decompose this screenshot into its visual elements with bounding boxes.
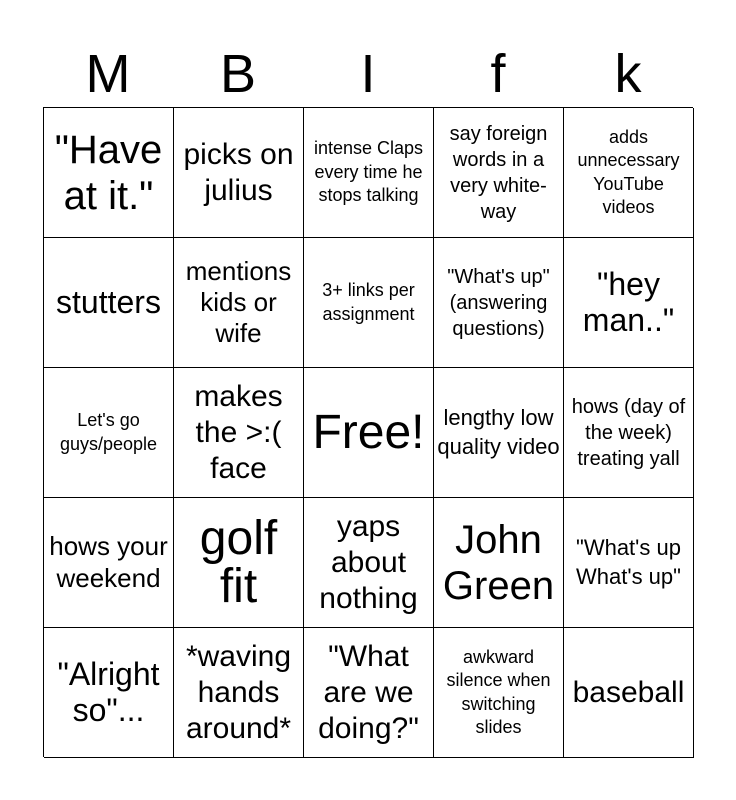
bingo-cell[interactable]: mentions kids or wife <box>174 238 304 368</box>
bingo-cell[interactable]: "What's up" (answering questions) <box>434 238 564 368</box>
bingo-cell[interactable]: "What are we doing?" <box>304 628 434 758</box>
header-letter-4: f <box>490 44 506 104</box>
header-letter-2: B <box>219 44 257 104</box>
header-letter-5: k <box>614 44 642 104</box>
header-letter-3: I <box>360 44 376 104</box>
bingo-cell[interactable]: Let's go guys/people <box>44 368 174 498</box>
bingo-cell[interactable]: hows (day of the week) treating yall <box>564 368 694 498</box>
bingo-cell[interactable]: awkward silence when switching slides <box>434 628 564 758</box>
bingo-cell[interactable]: "What's up What's up" <box>564 498 694 628</box>
bingo-header <box>43 42 693 106</box>
bingo-cell[interactable]: say foreign words in a very white-way <box>434 108 564 238</box>
bingo-board <box>43 107 693 757</box>
bingo-cell[interactable]: "Alright so"... <box>44 628 174 758</box>
bingo-cell[interactable]: golf fit <box>174 498 304 628</box>
bingo-cell[interactable]: yaps about nothing <box>304 498 434 628</box>
bingo-cell[interactable]: adds unnecessary YouTube videos <box>564 108 694 238</box>
bingo-cell[interactable]: 3+ links per assignment <box>304 238 434 368</box>
bingo-cell[interactable]: picks on julius <box>174 108 304 238</box>
header-letter-1: M <box>85 44 131 104</box>
bingo-cell[interactable]: *waving hands around* <box>174 628 304 758</box>
bingo-cell[interactable]: hows your weekend <box>44 498 174 628</box>
bingo-cell[interactable]: intense Claps every time he stops talking <box>304 108 434 238</box>
bingo-cell[interactable]: John Green <box>434 498 564 628</box>
bingo-cell[interactable]: stutters <box>44 238 174 368</box>
bingo-cell[interactable]: "hey man.." <box>564 238 694 368</box>
bingo-cell[interactable]: "Have at it." <box>44 108 174 238</box>
free-space[interactable]: Free! <box>304 368 434 498</box>
bingo-cell[interactable]: makes the >:( face <box>174 368 304 498</box>
bingo-cell[interactable]: baseball <box>564 628 694 758</box>
bingo-cell[interactable]: lengthy low quality video <box>434 368 564 498</box>
